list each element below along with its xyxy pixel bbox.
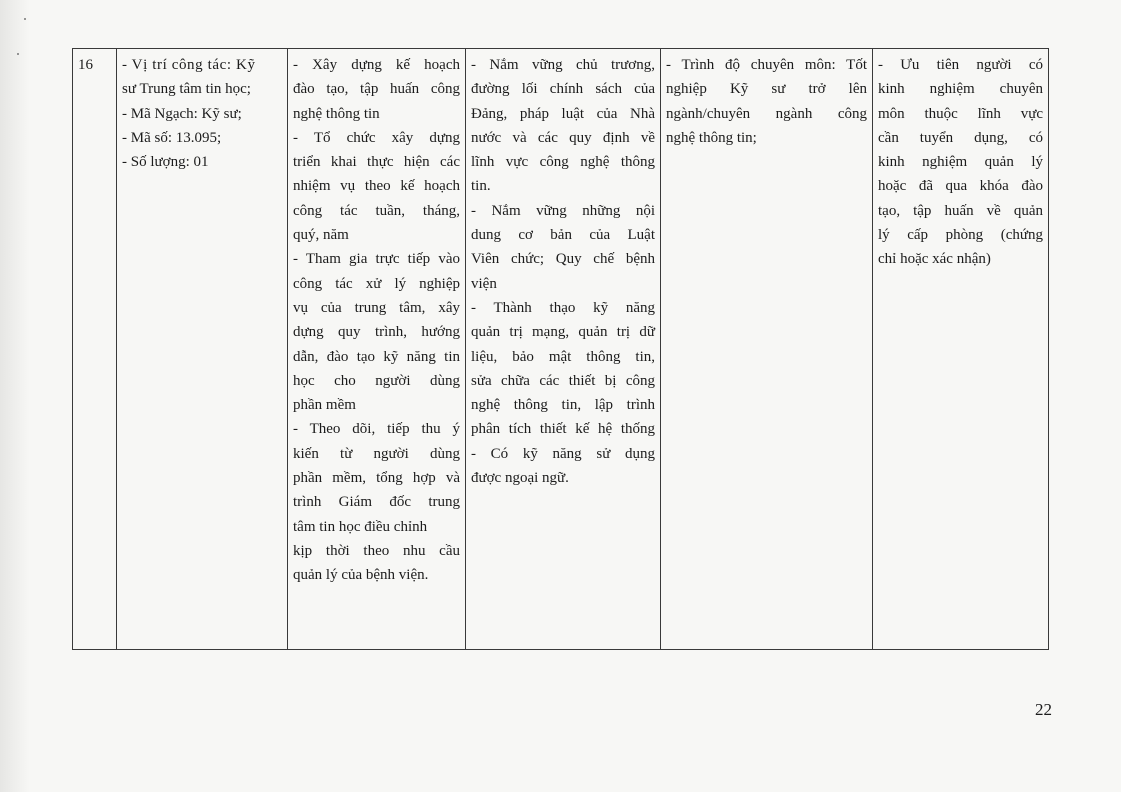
duties-line: trình Giám đốc trung	[293, 494, 460, 511]
position-line: sư Trung tâm tin học;	[122, 81, 251, 98]
duties-line: - Xây dựng kế hoạch	[293, 57, 460, 73]
stt-number: 16	[78, 57, 93, 73]
scan-shadow	[0, 0, 30, 792]
competency-line: Đảng, pháp luật của Nhà	[471, 105, 655, 122]
competency-line: - Nắm vững chủ trương,	[471, 57, 655, 73]
duties-line: - Tổ chức xây dựng	[293, 129, 460, 146]
competency-line: quản trị mạng, quản trị dữ	[471, 324, 655, 341]
position-line: - Vị trí công tác: Kỹ	[122, 57, 256, 73]
duties-line: dựng quy trình, hướng	[293, 324, 460, 341]
competency-line: được ngoại ngữ.	[471, 470, 569, 487]
duties-line: nghệ thông tin	[293, 105, 380, 122]
competency-line: nghệ thông tin, lập trình	[471, 397, 655, 414]
page-number: 22	[1035, 700, 1052, 719]
duties-line: phần mềm, tổng hợp và	[293, 470, 460, 487]
duties-line: nhiệm vụ theo kế hoạch	[293, 178, 460, 195]
priority-line: kinh nghiệm chuyên	[878, 81, 1043, 98]
duties-line: vụ của trung tâm, xây	[293, 299, 460, 316]
priority-line: cần tuyển dụng, có	[878, 129, 1043, 146]
competency-line: lĩnh vực công nghệ thông	[471, 154, 655, 171]
qualification-line: ngành/chuyên ngành công	[666, 105, 867, 122]
scan-speck	[24, 18, 26, 20]
stt-cell	[73, 49, 117, 650]
duties-line: học cho người dùng	[293, 372, 460, 389]
qualification-cell	[661, 49, 873, 650]
competency-line: đường lối chính sách của	[471, 81, 655, 98]
duties-line: quý, năm	[293, 227, 349, 244]
competency-line: phân tích thiết kế hệ thống	[471, 421, 655, 438]
priority-line: - Ưu tiên người có	[878, 57, 1043, 73]
position-cell	[117, 49, 288, 650]
job-requirements-table	[72, 48, 1049, 650]
priority-cell	[873, 49, 1049, 650]
qualification-line: nghiệp Kỹ sư trở lên	[666, 81, 867, 98]
competency-line: viện	[471, 275, 497, 292]
position-line: - Mã số: 13.095;	[122, 129, 222, 146]
duties-cell	[288, 49, 466, 650]
scan-speck	[17, 53, 19, 55]
table-row	[73, 49, 1049, 650]
competency-line: tin.	[471, 178, 491, 195]
duties-line: kịp thời theo nhu cầu	[293, 542, 460, 559]
competency-line: liệu, bảo mật thông tin,	[471, 348, 655, 365]
competency-line: sửa chữa các thiết bị công	[471, 372, 655, 389]
position-line: - Mã Ngạch: Kỹ sư;	[122, 105, 242, 122]
competency-line: nước và các quy định về	[471, 129, 655, 146]
priority-line: kinh nghiệm quản lý	[878, 154, 1043, 171]
priority-line: môn thuộc lĩnh vực	[878, 105, 1043, 122]
duties-line: công tác tuần, tháng,	[293, 202, 460, 219]
duties-line: triển khai thực hiện các	[293, 154, 460, 171]
priority-line: chỉ hoặc xác nhận)	[878, 251, 991, 268]
qualification-line: nghệ thông tin;	[666, 129, 757, 146]
duties-line: quản lý của bệnh viện.	[293, 567, 429, 584]
duties-line: đào tạo, tập huấn công	[293, 81, 460, 98]
competency-line: Viên chức; Quy chế bệnh	[471, 251, 655, 268]
priority-line: lý cấp phòng (chứng	[878, 227, 1043, 244]
priority-line: tạo, tập huấn về quản	[878, 202, 1043, 219]
competency-line: - Có kỹ năng sử dụng	[471, 445, 655, 462]
duties-line: - Tham gia trực tiếp vào	[293, 251, 460, 268]
qualification-line: - Trình độ chuyên môn: Tốt	[666, 57, 867, 73]
duties-line: dẫn, đào tạo kỹ năng tin	[293, 348, 460, 365]
competency-line: - Nắm vững những nội	[471, 202, 655, 219]
priority-line: hoặc đã qua khóa đào	[878, 178, 1043, 195]
duties-line: phần mềm	[293, 397, 356, 414]
position-line: - Số lượng: 01	[122, 154, 209, 171]
competency-line: - Thành thạo kỹ năng	[471, 299, 655, 316]
duties-line: kiến từ người dùng	[293, 445, 460, 462]
duties-line: tâm tin học điều chỉnh	[293, 518, 428, 535]
duties-line: - Theo dõi, tiếp thu ý	[293, 421, 460, 438]
competency-cell	[466, 49, 661, 650]
competency-line: dung cơ bản của Luật	[471, 227, 655, 244]
duties-line: công tác xử lý nghiệp	[293, 275, 460, 292]
